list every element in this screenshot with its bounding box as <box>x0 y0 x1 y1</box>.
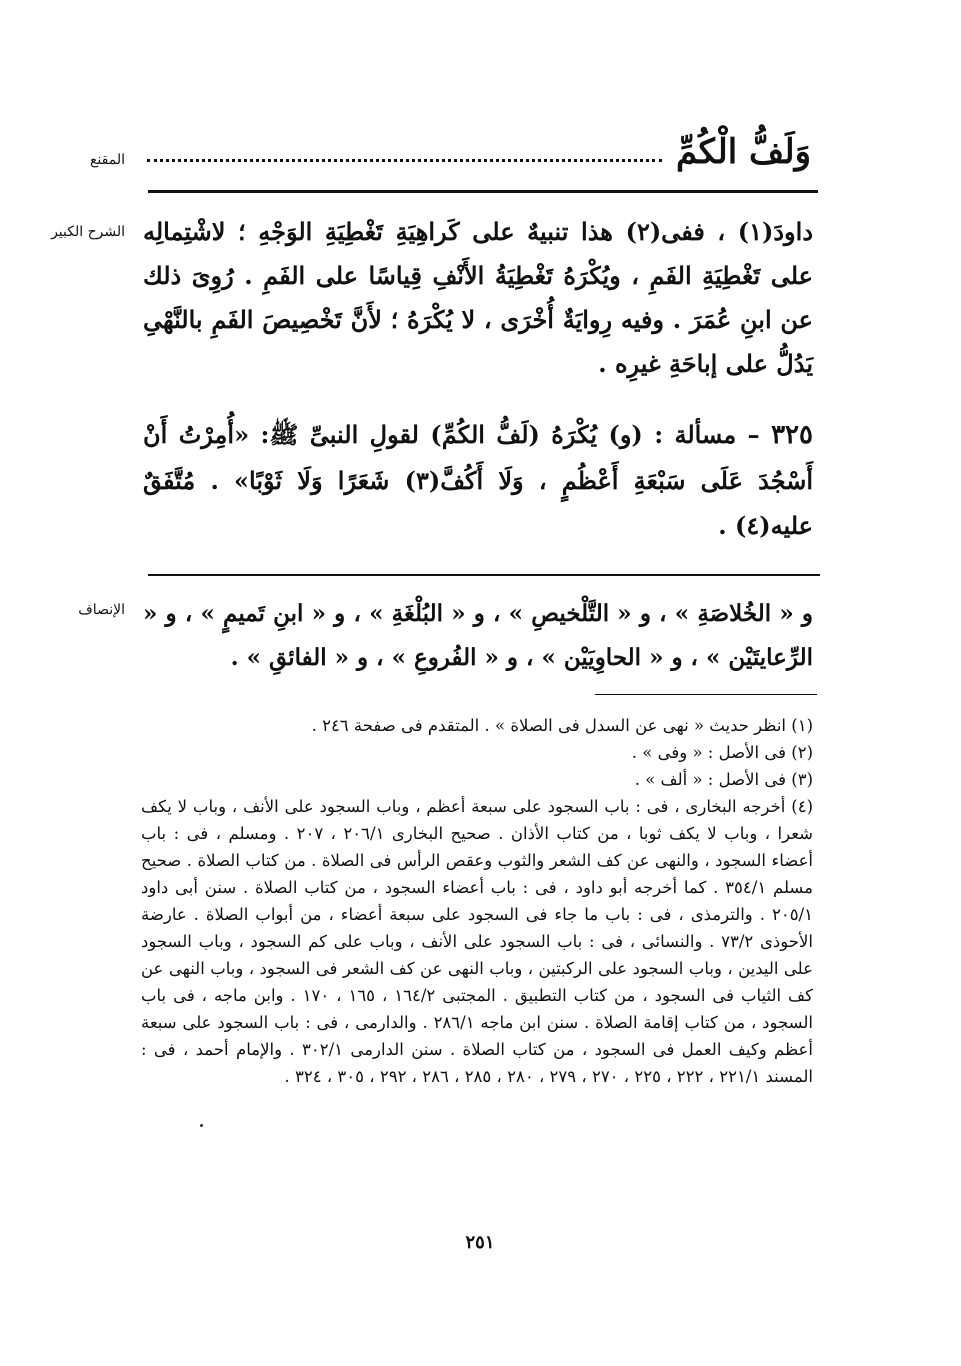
side-label-muqni: المقنع <box>89 152 125 168</box>
headline-row <box>141 128 811 176</box>
footnotes <box>141 712 813 1090</box>
section-rule <box>148 574 820 576</box>
side-label-insaf: الإنصاف <box>78 602 125 618</box>
masala-number: ٣٢٥ <box>771 420 813 450</box>
scan-speck <box>200 1124 203 1127</box>
insaf-paragraph: و « الخُلاصَةِ » ، و « التَّلْخيصِ » ، و « البُلْغَةِ » ، و « ابنِ تَميمٍ » ، و « الرِّعايتَيْن » ، و « الحاوِيَيْن » ، و « الفُروعِ » ، و « الفائقِ » . <box>143 600 813 671</box>
masala-text: – مسألة : (و) يُكْرَهُ (لَفُّ الكُمِّ) لقولِ النبىِّ ﷺ: «أُمِرْتُ أَنْ أَسْجُدَ عَلَى سَبْعَةِ أَعْظُمٍ ، وَلَا أَكُفَّ(٣) شَعَرًا وَلَا ثَوْبًا» . مُتَّفَقٌ عليه(٤) . <box>143 420 814 540</box>
header-rule <box>148 190 818 193</box>
side-label-sharh: الشرح الكبير <box>51 224 125 240</box>
matn-headline: وَلَفُّ الْكُمِّ <box>675 132 811 172</box>
masala-paragraph <box>143 412 813 548</box>
footnote-rule <box>595 694 817 695</box>
footnote-3: (٣) فى الأصل : « ألف » . <box>634 770 813 789</box>
sharh-paragraph: داودَ(١) ، ففى(٢) هذا تنبيهٌ على كَراهِيَةِ تَغْطِيَةِ الوَجْهِ ؛ لاشْتِمالِه على تَغْطِيَةِ الفَمِ ، ويُكْرَهُ تَغْطِيَةُ الأَنْفِ قِياسًا على الفَمِ . رُوِىَ ذلك عن ابنِ عُمَرَ . وفيه رِوايَةٌ أُخْرَى ، لا يُكْرَهُ ؛ لأَنَّ تَخْصِيصَ الفَمِ بالنَّهْىِ يَدُلُّ على إباحَةِ غيرِه . <box>143 217 814 378</box>
footnote-4: (٤) أخرجه البخارى ، فى : باب السجود على سبعة أعظم ، وباب السجود على الأنف ، وباب لا يكف شعرا ، وباب لا يكف ثوبا ، من كتاب الأذان . صحيح البخارى ٢٠٦/١ ، ٢٠٧ . ومسلم ، فى : باب أعضاء السجود ، والنهى عن كف الشعر والثوب وعقص الرأس فى الصلاة . من كتاب الصلاة . صحيح مسلم ٣٥٤/١ . كما أخرجه أبو داود ، فى : باب أعضاء السجود ، من كتاب الصلاة . سنن أبى داود ٢٠٥/١ . والترمذى ، فى : باب ما جاء فى السجود على سبعة أعضاء ، من أبواب الصلاة . عارضة الأحوذى ٧٣/٢ . والنسائى ، فى : باب السجود على الأنف ، وباب على كم السجود ، وباب السجود على اليدين ، وباب السجود على الركبتين ، وباب النهى عن كف الشعر فى السجود ، وباب النهى عن كف الثياب فى السجود ، من كتاب التطبيق . المجتبى ١٦٤/٢ ، ١٦٥ ، ١٧٠ . وابن ماجه ، فى باب السجود ، من كتاب إقامة الصلاة . سنن ابن ماجه ٢٨٦/١ . والدارمى ، فى : باب السجود على سبعة أعظم وكيف العمل فى السجود ، من كتاب الصلاة . سنن الدارمى ٣٠٢/١ . والإمام أحمد ، فى : المسند ٢٢١/١ ، ٢٢٢ ، ٢٢٥ ، ٢٧٠ ، ٢٧٩ ، ٢٨٠ ، ٢٨٥ ، ٢٨٦ ، ٢٩٢ ، ٣٠٥ ، ٣٢٤ . <box>141 797 813 1086</box>
footnote-1: (١) انظر حديث « نهى عن السدل فى الصلاة » . المتقدم فى صفحة ٢٤٦ . <box>311 716 813 735</box>
dotted-leader <box>147 143 662 162</box>
footnote-2: (٢) فى الأصل : « وفى » . <box>631 743 813 762</box>
page-number: ٢٥١ <box>465 1232 495 1253</box>
